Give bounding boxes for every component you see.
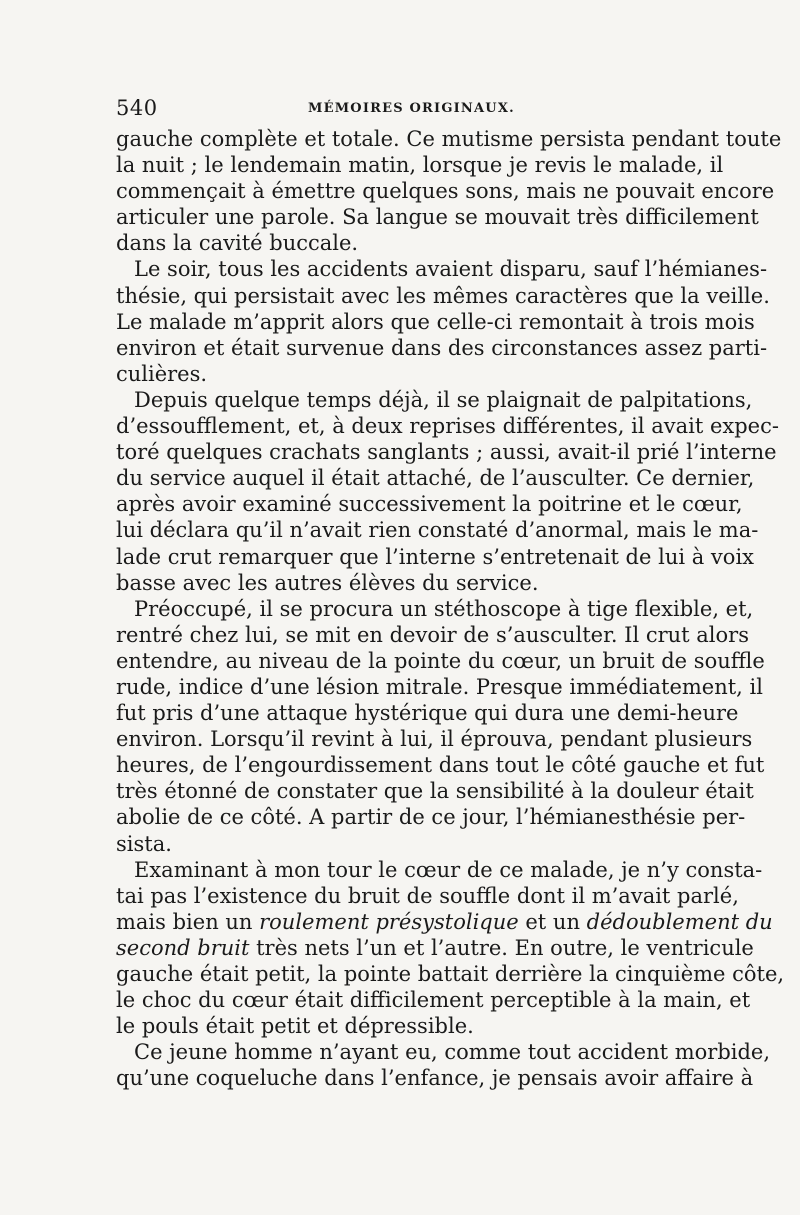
text-line: articuler une parole. Sa langue se mouvait très difficilement bbox=[116, 205, 759, 230]
text-line: Le malade m’apprit alors que celle-ci remontait à trois mois bbox=[116, 309, 755, 334]
text-line: après avoir examiné successivement la poitrine et le cœur, bbox=[116, 492, 743, 517]
text-line-mixed bbox=[116, 909, 773, 935]
text-line: le pouls était petit et dépressible. bbox=[116, 1014, 474, 1039]
text-line: Examinant à mon tour le cœur de ce malade, je n’y consta- bbox=[134, 857, 763, 882]
text-line: très étonné de constater que la sensibilité à la douleur était bbox=[116, 779, 754, 804]
book-page bbox=[116, 92, 785, 1091]
text-line: tai pas l’existence du bruit de souffle dont il m’avait parlé, bbox=[116, 883, 739, 908]
italic-term: second bruit bbox=[116, 935, 250, 960]
text-segment: et un bbox=[518, 909, 587, 934]
text-line: abolie de ce côté. A partir de ce jour, l’hémianesthésie per- bbox=[116, 805, 746, 830]
text-line: fut pris d’une attaque hystérique qui dura une demi-heure bbox=[116, 701, 739, 726]
text-line: Ce jeune homme n’ayant eu, comme tout accident morbide, bbox=[134, 1040, 771, 1065]
text-segment: mais bien un bbox=[116, 909, 260, 934]
italic-term: roulement présystolique bbox=[259, 909, 519, 934]
text-line: commençait à émettre quelques sons, mais ne pouvait encore bbox=[116, 179, 775, 204]
text-line: la nuit ; le lendemain matin, lorsque je revis le malade, il bbox=[116, 153, 724, 178]
text-line: basse avec les autres élèves du service. bbox=[116, 570, 539, 595]
text-line: sista. bbox=[116, 831, 172, 856]
text-line: toré quelques crachats sanglants ; aussi, avait-il prié l’interne bbox=[116, 440, 777, 465]
text-line: rude, indice d’une lésion mitrale. Presque immédiatement, il bbox=[116, 674, 763, 699]
running-head: MÉMOIRES ORIGINAUX. bbox=[308, 101, 515, 116]
text-line-mixed bbox=[116, 935, 754, 961]
page-number: 540 bbox=[116, 96, 158, 120]
text-line: Préoccupé, il se procura un stéthoscope à tige flexible, et, bbox=[134, 596, 754, 621]
text-line: qu’une coqueluche dans l’enfance, je pensais avoir affaire à bbox=[116, 1066, 754, 1091]
text-line: lade crut remarquer que l’interne s’entretenait de lui à voix bbox=[116, 544, 754, 569]
text-line: Depuis quelque temps déjà, il se plaignait de palpitations, bbox=[134, 387, 753, 412]
text-line: Le soir, tous les accidents avaient disparu, sauf l’hémianes- bbox=[134, 257, 768, 282]
italic-term: dédoublement du bbox=[586, 909, 773, 934]
text-line: heures, de l’engourdissement dans tout le côté gauche et fut bbox=[116, 753, 765, 778]
text-line: gauche complète et totale. Ce mutisme persista pendant toute bbox=[116, 127, 782, 151]
text-line: entendre, au niveau de la pointe du cœur, un bruit de souffle bbox=[116, 648, 765, 673]
text-line: d’essoufflement, et, à deux reprises différentes, il avait expec- bbox=[116, 414, 779, 439]
text-line: thésie, qui persistait avec les mêmes caractères que la veille. bbox=[116, 283, 770, 308]
text-line: gauche était petit, la pointe battait derrière la cinquième côte, bbox=[116, 962, 785, 986]
text-segment: très nets l’un et l’autre. En outre, le ventricule bbox=[249, 935, 754, 960]
text-line: le choc du cœur était difficilement perceptible à la main, et bbox=[116, 988, 751, 1013]
text-line: culières. bbox=[116, 361, 208, 386]
text-line: environ. Lorsqu’il revint à lui, il éprouva, pendant plusieurs bbox=[116, 727, 753, 752]
text-line: du service auquel il était attaché, de l’ausculter. Ce dernier, bbox=[116, 466, 755, 491]
text-line: environ et était survenue dans des circonstances assez parti- bbox=[116, 335, 768, 360]
page-header bbox=[116, 92, 696, 126]
body-text bbox=[116, 126, 785, 1091]
text-line: lui déclara qu’il n’avait rien constaté d’anormal, mais le ma- bbox=[116, 518, 759, 543]
text-line: dans la cavité buccale. bbox=[116, 231, 359, 256]
text-line: rentré chez lui, se mit en devoir de s’ausculter. Il crut alors bbox=[116, 622, 749, 647]
